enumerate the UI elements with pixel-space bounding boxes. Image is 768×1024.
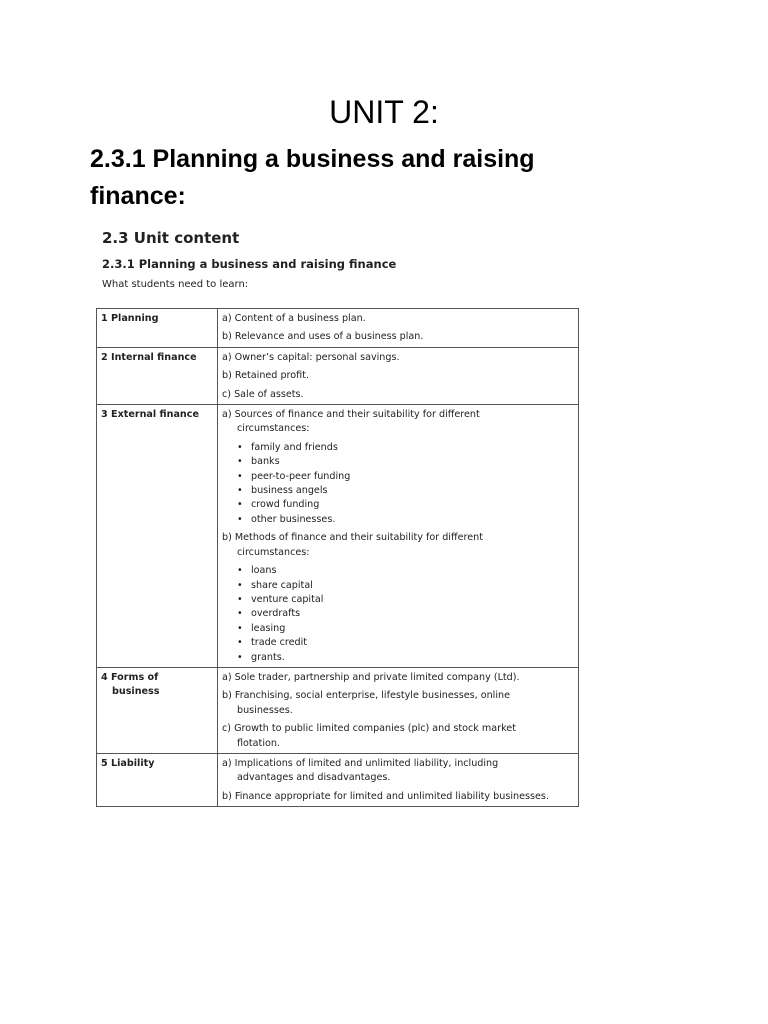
- content-item: b) Methods of finance and their suitability for different circumstances:: [222, 532, 483, 558]
- topic-cell: 5 Liability: [97, 753, 218, 806]
- list-item: • peer-to-peer funding: [237, 470, 574, 484]
- content-cell: [218, 309, 579, 348]
- topic-cell: 1 Planning: [97, 309, 218, 348]
- list-item: • other businesses.: [237, 513, 574, 527]
- content-item: c) Sale of assets.: [222, 388, 304, 400]
- list-item: • crowd funding: [237, 498, 574, 512]
- table-row: [97, 753, 579, 806]
- content-item: a) Owner’s capital: personal savings.: [222, 351, 400, 363]
- unit-content-heading: 2.3 Unit content: [102, 229, 240, 247]
- list-item: • share capital: [237, 579, 574, 593]
- topic-cell: 3 External finance: [97, 405, 218, 668]
- content-item: b) Franchising, social enterprise, lifestyle businesses, online businesses.: [222, 690, 510, 716]
- list-item: • grants.: [237, 651, 574, 665]
- unit-content-table: [96, 308, 579, 807]
- list-item: • overdrafts: [237, 607, 574, 621]
- table-row: [97, 405, 579, 668]
- unit-content-subheading: 2.3.1 Planning a business and raising finance: [102, 257, 397, 271]
- content-item: c) Growth to public limited companies (plc) and stock market flotation.: [222, 723, 516, 749]
- content-item: a) Sources of finance and their suitability for different circumstances:: [222, 409, 480, 435]
- list-item: • business angels: [237, 484, 574, 498]
- table-row: [97, 667, 579, 753]
- content-cell: [218, 753, 579, 806]
- content-item: a) Content of a business plan.: [222, 313, 366, 324]
- content-item: a) Implications of limited and unlimited liability, including advantages and disadvantages.: [222, 757, 499, 784]
- list-item: • banks: [237, 455, 574, 469]
- section-heading-line1: 2.3.1 Planning a business and raising: [90, 145, 535, 173]
- section-heading: [90, 141, 650, 215]
- section-heading-line2: finance:: [90, 182, 186, 210]
- list-item: • venture capital: [237, 593, 574, 607]
- content-item: b) Retained profit.: [222, 370, 309, 382]
- list-item: • family and friends: [237, 441, 574, 455]
- content-cell: [218, 405, 579, 668]
- unit-content-intro: What students need to learn:: [102, 279, 249, 290]
- content-item: b) Relevance and uses of a business plan.: [222, 331, 424, 343]
- unit-content-excerpt: [96, 228, 586, 802]
- table-row: [97, 347, 579, 404]
- unit-title: UNIT 2:: [329, 94, 439, 130]
- bullet-list: [222, 441, 574, 527]
- list-item: • loans: [237, 564, 574, 578]
- content-cell: [218, 347, 579, 404]
- content-item: a) Sole trader, partnership and private limited company (Ltd).: [222, 671, 520, 683]
- list-item: • trade credit: [237, 636, 574, 650]
- list-item: • leasing: [237, 622, 574, 636]
- topic-cell: 4 Forms of business: [97, 667, 218, 753]
- table-row: [97, 309, 579, 348]
- bullet-list: [222, 564, 574, 665]
- content-cell: [218, 667, 579, 753]
- topic-cell: 2 Internal finance: [97, 347, 218, 404]
- content-item: b) Finance appropriate for limited and unlimited liability businesses.: [222, 790, 549, 802]
